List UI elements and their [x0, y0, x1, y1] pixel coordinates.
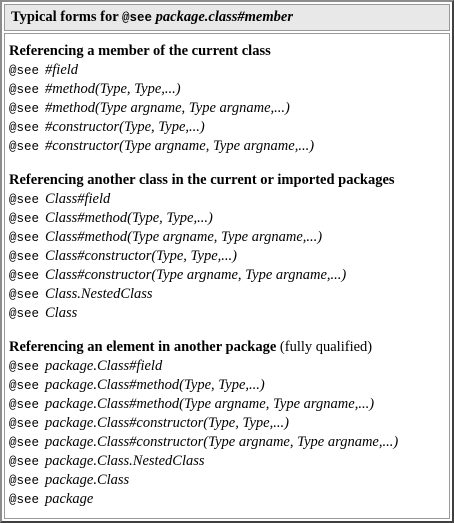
list-item	[9, 137, 449, 156]
list-item	[9, 376, 449, 395]
see-tag: @see	[9, 140, 40, 154]
table-body	[4, 33, 450, 519]
see-tag: @see	[9, 474, 40, 488]
see-tag: @see	[9, 193, 40, 207]
reference-form: package.Class#method(Type, Type,...)	[45, 377, 265, 393]
reference-form: #constructor(Type argname, Type argname,...)	[45, 138, 315, 154]
list-item	[9, 61, 449, 80]
see-tag: @see	[9, 250, 40, 264]
list-item	[9, 414, 449, 433]
list-item	[9, 118, 449, 137]
list-item	[9, 433, 449, 452]
table-header	[4, 4, 450, 31]
header-tag: @see	[122, 11, 153, 25]
see-tag: @see	[9, 64, 40, 78]
see-tag: @see	[9, 307, 40, 321]
see-tag: @see	[9, 269, 40, 283]
list-item	[9, 304, 449, 323]
list-item	[9, 357, 449, 376]
reference-form: Class#field	[45, 191, 111, 207]
section-1	[9, 171, 449, 323]
header-target: package.class#member	[155, 9, 293, 25]
section-title: Referencing another class in the current or imported packages	[9, 172, 395, 188]
list-item	[9, 190, 449, 209]
reference-form: #field	[45, 62, 79, 78]
see-tag: @see	[9, 121, 40, 135]
list-item	[9, 452, 449, 471]
see-tag: @see	[9, 455, 40, 469]
see-tag: @see	[9, 212, 40, 226]
reference-form: Class#constructor(Type, Type,...)	[45, 248, 237, 264]
reference-form: #method(Type, Type,...)	[45, 81, 181, 97]
reference-form: package	[45, 491, 94, 507]
see-tag: @see	[9, 360, 40, 374]
list-item	[9, 80, 449, 99]
reference-form: Class#method(Type argname, Type argname,...)	[45, 229, 323, 245]
section-2	[9, 338, 449, 509]
sections-container	[9, 42, 449, 509]
see-tag: @see	[9, 102, 40, 116]
list-item	[9, 266, 449, 285]
section-title: Referencing an element in another package	[9, 339, 277, 355]
section-title: Referencing a member of the current class	[9, 43, 271, 59]
list-item	[9, 285, 449, 304]
see-tag: @see	[9, 493, 40, 507]
header-prefix: Typical forms for	[11, 9, 119, 25]
reference-form: package.Class#constructor(Type argname, Type argname,...)	[45, 434, 399, 450]
reference-form: #constructor(Type, Type,...)	[45, 119, 205, 135]
see-tag: @see	[9, 231, 40, 245]
list-item	[9, 247, 449, 266]
reference-form: package.Class#constructor(Type, Type,...)	[45, 415, 289, 431]
reference-form: #method(Type argname, Type argname,...)	[45, 100, 290, 116]
list-item	[9, 471, 449, 490]
reference-form: package.Class.NestedClass	[45, 453, 205, 469]
reference-form: Class#constructor(Type argname, Type argname,...)	[45, 267, 347, 283]
reference-form: Class	[45, 305, 78, 321]
reference-form: package.Class	[45, 472, 130, 488]
see-tag: @see	[9, 398, 40, 412]
see-tag: @see	[9, 417, 40, 431]
list-item	[9, 99, 449, 118]
list-item	[9, 490, 449, 509]
reference-form: Class.NestedClass	[45, 286, 153, 302]
section-0	[9, 42, 449, 156]
see-tag: @see	[9, 83, 40, 97]
see-tag: @see	[9, 288, 40, 302]
list-item	[9, 228, 449, 247]
section-heading	[9, 42, 449, 61]
see-tag: @see	[9, 436, 40, 450]
reference-form: package.Class#method(Type argname, Type argname,...)	[45, 396, 375, 412]
list-item	[9, 395, 449, 414]
list-item	[9, 209, 449, 228]
reference-form: Class#method(Type, Type,...)	[45, 210, 213, 226]
section-heading	[9, 338, 449, 357]
see-tag: @see	[9, 379, 40, 393]
reference-form: package.Class#field	[45, 358, 163, 374]
section-heading	[9, 171, 449, 190]
section-note: (fully qualified)	[279, 339, 373, 355]
